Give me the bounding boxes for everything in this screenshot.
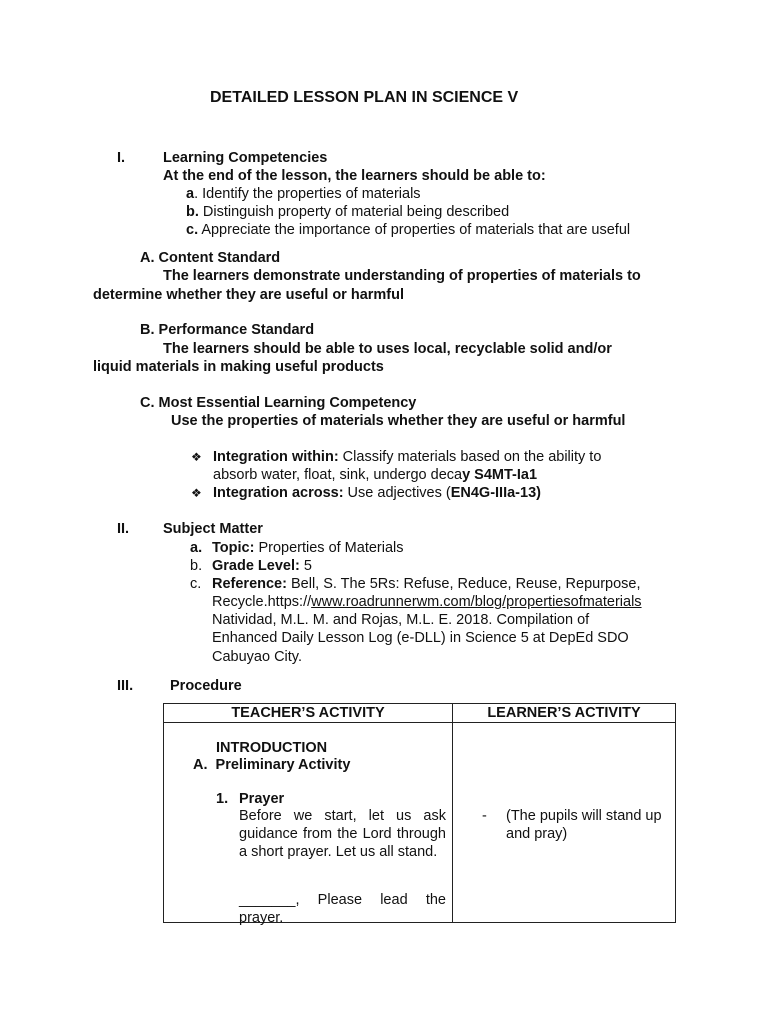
bullet-icon: ❖ [191,486,202,500]
section-1-intro: At the end of the lesson, the learners should be able to: [163,168,546,184]
introduction-heading: INTRODUCTION [216,740,328,756]
section-1-numeral: I. [117,150,126,166]
topic: Topic: Properties of Materials [212,540,404,556]
topic-marker: a. [190,540,203,556]
content-standard-heading: A. Content Standard [140,250,281,266]
integration-within-line-1: Integration within: Classify materials based on the ability to [213,449,602,465]
objective-b: b. Distinguish property of material being described [186,204,510,220]
performance-standard-heading: B. Performance Standard [140,322,315,338]
prayer-instruction: Before we start, let us ask guidance from the Lord through a short prayer. Let us all stand. [239,808,446,860]
prayer-title: Prayer [239,791,285,807]
grade-marker: b. [190,558,203,574]
performance-standard-line-2: liquid materials in making useful products [93,359,384,375]
reference-line-3: Natividad, M.L. M. and Rojas, M.L. E. 2018. Compilation of [212,612,590,628]
section-2-heading: Subject Matter [163,521,263,537]
teacher-activity-cell [164,723,453,926]
grade-level: Grade Level: 5 [212,558,312,574]
content-standard-line-2: determine whether they are useful or harmful [93,287,405,303]
procedure-table [163,703,676,926]
integration-within-line-2: absorb water, float, sink, undergo decay S4MT-Ia1 [213,467,538,483]
learner-activity-cell [453,723,676,923]
learner-dash: - [482,808,487,824]
reference-line-5: Cabuyao City. [212,649,302,665]
reference-link[interactable]: www.roadrunnerwm.com/blog/propertiesofmaterials [311,594,642,610]
preliminary-activity: A. Preliminary Activity [193,757,351,773]
section-2-numeral: II. [117,521,130,537]
melc-heading: C. Most Essential Learning Competency [140,395,417,411]
reference-line-2: Recycle.https://www.roadrunnerwm.com/blog/propertiesofmaterials [212,594,642,610]
learner-response: (The pupils will stand up and pray) [506,808,662,842]
reference-line-1: Reference: Bell, S. The 5Rs: Refuse, Reduce, Reuse, Repurpose, [212,576,641,592]
performance-standard-line-1: The learners should be able to uses local, recyclable solid and/or [163,341,612,357]
prayer-number: 1. [216,791,229,807]
section-3-heading: Procedure [170,678,242,694]
section-1-heading: Learning Competencies [163,150,328,166]
objective-c: c. Appreciate the importance of properties of materials that are useful [186,222,631,238]
melc-text: Use the properties of materials whether they are useful or harmful [171,413,626,429]
page-title: DETAILED LESSON PLAN IN SCIENCE V [210,89,519,106]
content-standard-line-1: The learners demonstrate understanding of properties of materials to [163,268,641,284]
teacher-activity-header: TEACHER’S ACTIVITY [164,704,453,723]
integration-across: Integration across: Use adjectives (EN4G-IIIa-13) [213,485,541,501]
lead-prayer-text: _______, Please lead the prayer. [239,892,446,926]
reference-marker: c. [190,576,202,592]
learner-activity-header: LEARNER’S ACTIVITY [453,704,676,723]
bullet-icon: ❖ [191,450,202,464]
section-3-numeral: III. [117,678,134,694]
objective-a: a. Identify the properties of materials [186,186,421,202]
reference-line-4: Enhanced Daily Lesson Log (e-DLL) in Science 5 at DepEd SDO [212,630,629,646]
